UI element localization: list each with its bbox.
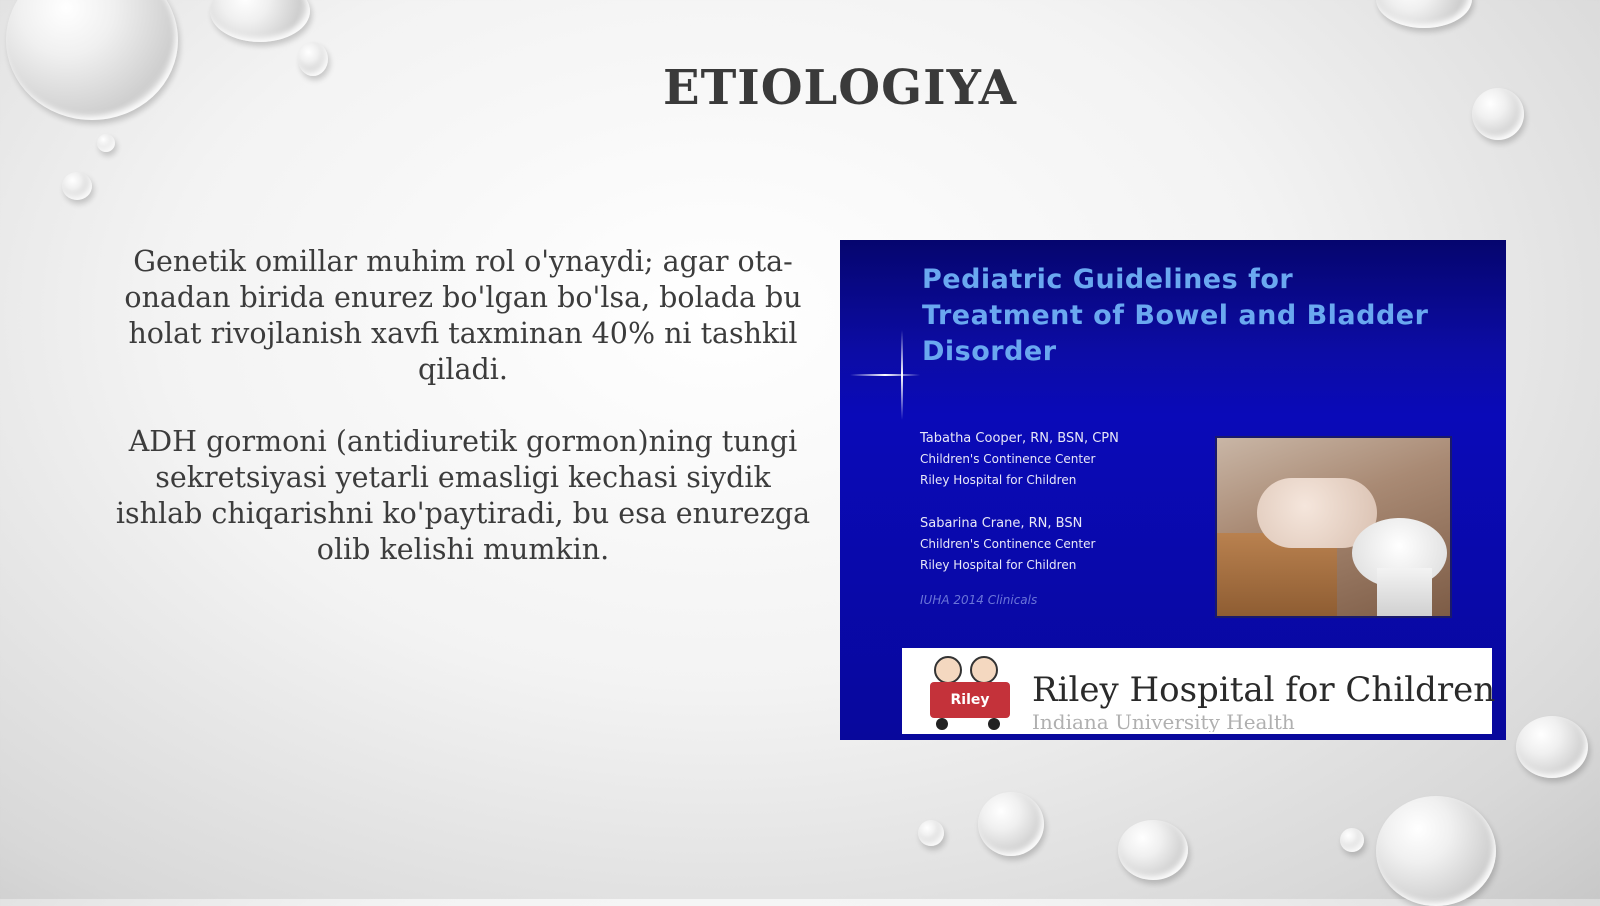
author-org: Children's Continence Center — [920, 452, 1096, 466]
water-drop-decoration — [1516, 716, 1588, 778]
water-drop-decoration — [6, 0, 178, 120]
water-drop-decoration — [62, 172, 92, 200]
image-authors — [920, 428, 1220, 611]
author-hospital: Riley Hospital for Children — [920, 558, 1077, 572]
water-drop-decoration — [97, 134, 115, 152]
wheel-icon — [936, 718, 948, 730]
child-photo — [1215, 436, 1452, 618]
hospital-name: Riley Hospital for Children — [1032, 670, 1496, 710]
water-drop-decoration — [1118, 820, 1188, 880]
image-title-line: Disorder — [922, 336, 1057, 367]
author-org: Children's Continence Center — [920, 537, 1096, 551]
hospital-banner — [902, 648, 1496, 734]
child-head-icon — [970, 656, 998, 684]
water-drop-decoration — [978, 792, 1044, 856]
wheel-icon — [988, 718, 1000, 730]
water-drop-decoration — [1472, 88, 1524, 140]
embedded-slide-image — [840, 240, 1506, 740]
toilet-base-shape — [1377, 568, 1432, 618]
water-drop-decoration — [918, 820, 944, 846]
conference-label: IUHA 2014 Clinicals — [920, 593, 1038, 607]
image-title — [922, 262, 1482, 370]
water-drop-decoration — [1376, 796, 1496, 906]
hospital-subtitle: Indiana University Health — [1032, 710, 1295, 732]
image-title-line: Treatment of Bowel and Bladder — [922, 300, 1429, 331]
child-head-icon — [934, 656, 962, 684]
water-drop-decoration — [298, 42, 328, 76]
author-name: Sabarina Crane, RN, BSN — [920, 516, 1083, 531]
paragraph-genetics: Genetik omillar muhim rol o'ynaydi; agar ota-onadan birida enurez bo'lgan bo'lsa, bolada bu holat rivojlanish xavfi taxminan 40% ni tashkil qiladi. — [124, 245, 802, 386]
wagon-logo-icon — [922, 656, 1012, 732]
author-name: Tabatha Cooper, RN, BSN, CPN — [920, 431, 1119, 446]
water-drop-decoration — [210, 0, 310, 42]
sparkle-decoration — [901, 330, 903, 420]
wagon-label: Riley — [930, 682, 1010, 718]
sparkle-decoration — [850, 374, 920, 376]
slide-title: ETIOLOGIYA — [662, 60, 1017, 116]
author-hospital: Riley Hospital for Children — [920, 473, 1077, 487]
paragraph-adh-hormone: ADH gormoni (antidiuretik gormon)ning tungi sekretsiyasi yetarli emasligi kechasi siydik ishlab chiqarishni ko'paytiradi, bu esa enurezga olib kelishi mumkin. — [115, 425, 811, 566]
slide-body-text — [108, 244, 818, 604]
water-drop-decoration — [1340, 828, 1364, 852]
water-drop-decoration — [1376, 0, 1472, 28]
image-title-line: Pediatric Guidelines for — [922, 264, 1294, 295]
